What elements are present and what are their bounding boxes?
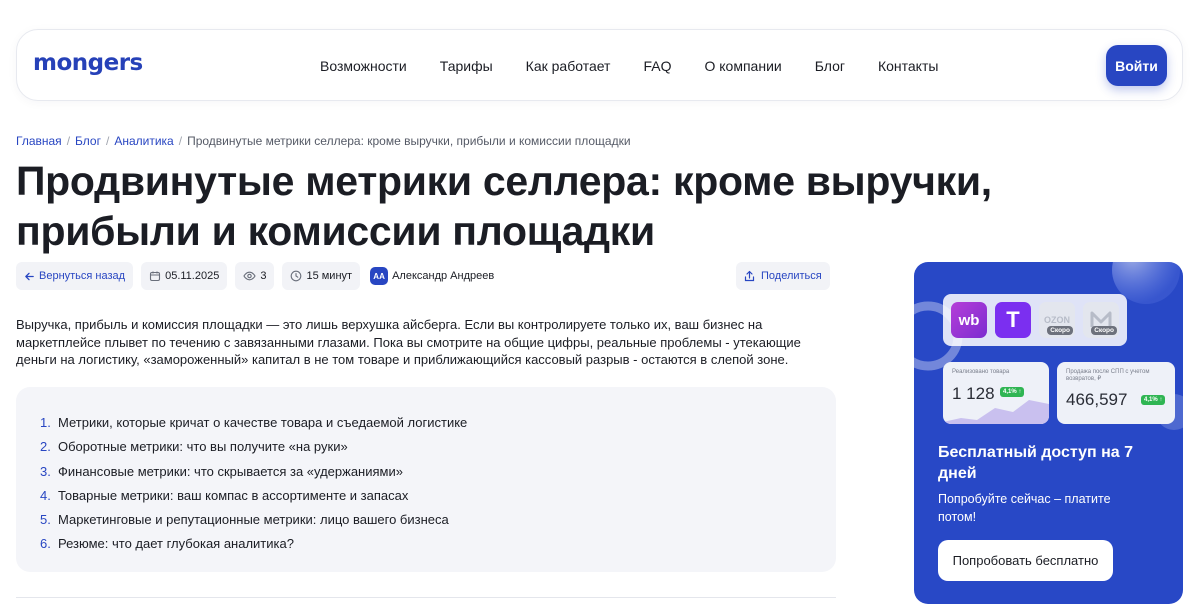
stat-card-sold bbox=[943, 362, 1049, 424]
toc-number: 2. bbox=[40, 439, 51, 455]
promo-title: Бесплатный доступ на 7 дней bbox=[938, 444, 1134, 482]
article-meta bbox=[16, 262, 494, 290]
nav-item-pricing[interactable]: Тарифы bbox=[439, 58, 493, 74]
views-count: 3 bbox=[260, 270, 267, 282]
coming-soon-badge: Скоро bbox=[1047, 326, 1073, 335]
stat-label: Продажа после СПП с учетом возвратов, ₽ bbox=[1066, 369, 1150, 382]
toc-number: 4. bbox=[40, 487, 51, 503]
toc-link[interactable]: Оборотные метрики: что вы получите «на руки» bbox=[58, 439, 348, 455]
sparkline-chart bbox=[943, 394, 1049, 424]
avatar: АА bbox=[370, 267, 388, 285]
author-name: Александр Андреев bbox=[392, 270, 495, 282]
back-button-label: Вернуться назад bbox=[39, 270, 126, 282]
main-nav bbox=[320, 30, 938, 102]
back-button[interactable] bbox=[16, 262, 133, 290]
divider bbox=[16, 597, 836, 598]
author bbox=[370, 267, 494, 285]
toc-number: 6. bbox=[40, 536, 51, 552]
megamarket-logo bbox=[1083, 302, 1119, 338]
share-button-label: Поделиться bbox=[761, 270, 822, 282]
breadcrumb-current: Продвинутые метрики селлера: кроме выручки, прибыли и комиссии площадки bbox=[187, 134, 631, 148]
article-intro: Выручка, прибыль и комиссия площадки — это лишь верхушка айсберга. Если вы контролируете только их, ваш бизнес на маркетплейсе плывет по течению с завязанными глазами. Пока вы смотрите на общие цифры, реальные проблемы - утекающие деньги на логистику, «замороженный» капитал в не том товаре и приближающийся кассовый разрыв - остаются в слепой зоне. bbox=[16, 317, 801, 367]
promo-card bbox=[914, 262, 1183, 604]
tbank-logo: T bbox=[995, 302, 1031, 338]
breadcrumb-blog[interactable]: Блог bbox=[75, 134, 101, 148]
logo[interactable]: mongers bbox=[33, 50, 143, 76]
breadcrumb-separator: / bbox=[66, 134, 71, 148]
publish-date: 05.11.2025 bbox=[165, 270, 220, 282]
arrow-left-icon bbox=[24, 271, 35, 282]
toc-item[interactable] bbox=[40, 508, 836, 532]
stat-value: 1 128 bbox=[952, 384, 995, 403]
growth-badge: 4,1% ↑ bbox=[1000, 387, 1024, 397]
toc-link[interactable]: Маркетинговые и репутационные метрики: лицо вашего бизнеса bbox=[58, 512, 449, 528]
page-title: Продвинутые метрики селлера: кроме выручки, прибыли и комиссии площадки bbox=[16, 158, 992, 254]
toc-link[interactable]: Резюме: что дает глубокая аналитика? bbox=[58, 536, 294, 552]
toc-number: 5. bbox=[40, 512, 51, 528]
nav-item-contacts[interactable]: Контакты bbox=[877, 58, 939, 74]
breadcrumb-home[interactable]: Главная bbox=[16, 134, 62, 148]
try-free-button[interactable]: Попробовать бесплатно bbox=[938, 540, 1113, 581]
toc-item[interactable] bbox=[40, 532, 836, 556]
breadcrumb bbox=[16, 134, 631, 148]
share-button[interactable] bbox=[736, 262, 830, 290]
promo-subtitle: Попробуйте сейчас – платите потом! bbox=[938, 492, 1111, 524]
breadcrumb-separator: / bbox=[178, 134, 183, 148]
nav-item-features[interactable]: Возможности bbox=[320, 58, 407, 74]
marketplace-logos bbox=[943, 294, 1127, 346]
read-time: 15 минут bbox=[306, 270, 353, 282]
date-chip bbox=[141, 262, 227, 290]
toc-item[interactable] bbox=[40, 460, 836, 484]
share-icon bbox=[744, 270, 755, 282]
breadcrumb-separator: / bbox=[105, 134, 110, 148]
breadcrumb-category[interactable]: Аналитика bbox=[114, 134, 174, 148]
toc-link[interactable]: Метрики, которые кричат о качестве товара и съедаемой логистике bbox=[58, 415, 468, 430]
ozon-logo-text: OZON bbox=[1044, 315, 1070, 325]
toc-item[interactable] bbox=[40, 411, 836, 435]
stat-value: 466,597 bbox=[1066, 390, 1128, 409]
site-header bbox=[16, 29, 1183, 101]
ozon-logo bbox=[1039, 302, 1075, 338]
stat-card-sales bbox=[1057, 362, 1175, 424]
nav-item-blog[interactable]: Блог bbox=[814, 58, 845, 74]
clock-icon bbox=[290, 270, 302, 282]
toc-item[interactable] bbox=[40, 484, 836, 508]
growth-badge: 4,1% ↑ bbox=[1141, 395, 1165, 405]
toc-item[interactable] bbox=[40, 435, 836, 459]
login-button[interactable]: Войти bbox=[1106, 45, 1167, 86]
nav-item-how-it-works[interactable]: Как работает bbox=[525, 58, 611, 74]
toc-link[interactable]: Финансовые метрики: что скрывается за «удержаниями» bbox=[58, 463, 403, 479]
toc-number: 3. bbox=[40, 463, 51, 479]
wildberries-logo: wb bbox=[951, 302, 987, 338]
nav-item-faq[interactable]: FAQ bbox=[643, 58, 672, 74]
stat-label: Реализовано товара bbox=[952, 369, 1010, 375]
table-of-contents bbox=[16, 387, 836, 572]
calendar-icon bbox=[149, 270, 161, 282]
eye-icon bbox=[243, 270, 256, 282]
read-time-chip bbox=[282, 262, 360, 290]
views-chip bbox=[235, 262, 274, 290]
coming-soon-badge: Скоро bbox=[1091, 326, 1117, 335]
toc-number: 1. bbox=[40, 415, 51, 430]
nav-item-about[interactable]: О компании bbox=[704, 58, 782, 74]
toc-link[interactable]: Товарные метрики: ваш компас в ассортименте и запасах bbox=[58, 487, 409, 503]
